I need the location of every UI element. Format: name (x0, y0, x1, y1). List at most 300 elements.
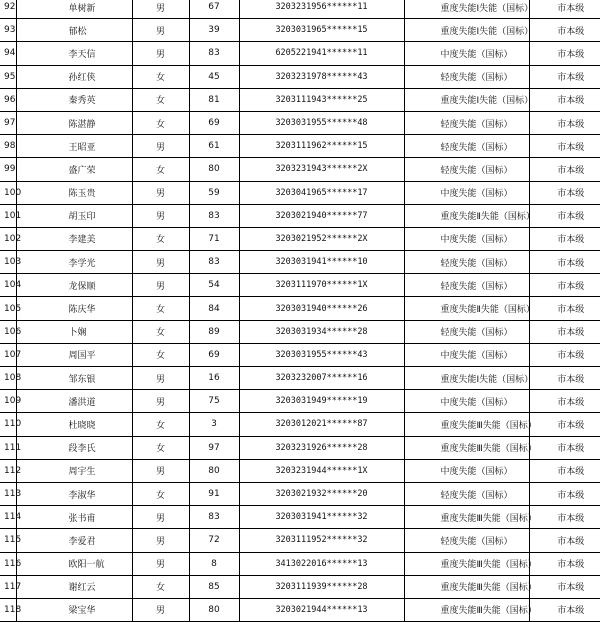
sex-cell (132, 529, 189, 552)
id-number: 3203031949******19 (275, 396, 368, 407)
disability-level-cell (404, 204, 535, 227)
sex-cell (132, 297, 189, 320)
sex-cell (132, 158, 189, 181)
id-number: 3203231944******1X (275, 465, 368, 476)
person-name: 王昭亚 (68, 142, 96, 153)
id-number-cell (239, 297, 404, 320)
person-name: 谢红云 (68, 583, 96, 594)
table-row (0, 0, 600, 19)
disability-level: 重度失能Ⅱ失能（国标） (440, 212, 535, 223)
table-row (0, 390, 600, 413)
table-row (0, 367, 600, 390)
id-number: 3203111939******28 (275, 581, 368, 592)
sex: 男 (155, 467, 165, 478)
person-name-cell (16, 65, 132, 88)
row-number-cell (0, 274, 22, 297)
jurisdiction: 市本级 (557, 142, 585, 153)
id-number-cell (239, 42, 404, 65)
age: 75 (208, 396, 220, 407)
jurisdiction-cell (529, 413, 600, 436)
row-number-cell (0, 506, 22, 529)
row-number: 111 (4, 442, 22, 453)
disability-level-cell (404, 436, 537, 459)
row-number-cell (0, 552, 22, 575)
person-name: 陈庆华 (68, 305, 96, 316)
id-number-cell (239, 413, 404, 436)
id-number: 3203021952******2X (275, 233, 368, 244)
age: 8 (211, 558, 217, 569)
row-number-cell (0, 181, 22, 204)
sex: 女 (155, 119, 165, 130)
sex: 女 (155, 73, 165, 84)
sex: 男 (155, 49, 165, 60)
disability-level: 重度失能Ⅲ失能（国标） (440, 420, 537, 431)
person-name: 单树新 (68, 3, 96, 14)
jurisdiction: 市本级 (557, 444, 585, 455)
sex-cell (132, 436, 189, 459)
id-number-cell (239, 436, 404, 459)
person-name-cell (16, 320, 132, 343)
row-number: 115 (4, 535, 22, 546)
sex: 女 (155, 490, 165, 501)
age: 45 (208, 71, 220, 82)
disability-level-cell (404, 320, 529, 343)
person-name: 盛广荣 (68, 165, 96, 176)
table-row (0, 158, 600, 181)
row-number: 113 (4, 489, 22, 500)
person-name: 李学光 (68, 258, 96, 269)
sex-cell (132, 204, 189, 227)
sex-cell (132, 0, 189, 19)
sex: 男 (155, 560, 165, 571)
person-name-cell (16, 42, 132, 65)
disability-level-cell (404, 111, 529, 134)
sex-cell (132, 367, 189, 390)
row-number-cell (0, 227, 22, 250)
jurisdiction: 市本级 (557, 235, 585, 246)
age-cell (189, 42, 239, 65)
row-number: 93 (4, 25, 16, 36)
table-row (0, 320, 600, 343)
person-name: 郁松 (68, 26, 87, 37)
row-number-cell (0, 0, 16, 19)
age-cell (189, 65, 239, 88)
jurisdiction: 市本级 (557, 49, 585, 60)
row-number: 94 (4, 48, 16, 59)
row-number-cell (0, 297, 22, 320)
id-number: 3203031965******15 (275, 25, 368, 36)
jurisdiction-cell (529, 251, 600, 274)
jurisdiction-cell (529, 552, 600, 575)
jurisdiction: 市本级 (557, 3, 585, 14)
person-name: 杜晓晓 (68, 420, 96, 431)
jurisdiction-cell (529, 436, 600, 459)
jurisdiction: 市本级 (557, 490, 585, 501)
age-cell (189, 274, 239, 297)
row-number-cell (0, 459, 22, 482)
row-number-cell (0, 65, 16, 88)
disability-level: 重度失能Ⅰ失能（国标） (440, 26, 534, 37)
person-name: 李建美 (68, 235, 96, 246)
id-number: 3203111970******1X (275, 280, 368, 291)
person-name-cell (16, 413, 132, 436)
id-number: 3203021932******20 (275, 489, 368, 500)
age: 16 (208, 373, 220, 384)
person-name: 梁宝华 (68, 606, 96, 617)
sex: 男 (155, 3, 165, 14)
disability-level-cell (404, 367, 534, 390)
person-name: 陈湛静 (68, 119, 96, 130)
age-cell (189, 482, 239, 505)
sex-cell (132, 598, 189, 621)
jurisdiction: 市本级 (557, 536, 585, 547)
person-name-cell (16, 506, 132, 529)
person-name-cell (16, 482, 132, 505)
sex: 男 (155, 258, 165, 269)
table-row (0, 413, 600, 436)
disability-level-cell (404, 343, 529, 366)
sex-cell (132, 552, 189, 575)
person-name-cell (16, 274, 132, 297)
id-number: 3203021940******77 (275, 210, 368, 221)
disability-level-cell (404, 506, 537, 529)
disability-level: 轻度失能（国标） (440, 119, 513, 130)
disability-level-cell (404, 482, 529, 505)
sex: 女 (155, 165, 165, 176)
table-row (0, 65, 600, 88)
jurisdiction-cell (529, 88, 600, 111)
jurisdiction: 市本级 (557, 96, 585, 107)
jurisdiction: 市本级 (557, 397, 585, 408)
id-number-cell (239, 19, 404, 42)
table-row (0, 135, 600, 158)
row-number: 105 (4, 303, 22, 314)
person-name-cell (16, 0, 132, 19)
jurisdiction-cell (529, 181, 600, 204)
disability-level: 重度失能Ⅲ失能（国标） (440, 583, 537, 594)
id-number-cell (239, 158, 404, 181)
age: 91 (208, 489, 220, 500)
age-cell (189, 413, 239, 436)
jurisdiction-cell (529, 135, 600, 158)
id-number-cell (239, 135, 404, 158)
person-name: 段李氏 (68, 444, 96, 455)
disability-level: 重度失能Ⅰ失能（国标） (440, 3, 534, 14)
age: 59 (208, 187, 220, 198)
row-number: 92 (4, 2, 16, 13)
id-number: 3203111962******15 (275, 141, 368, 152)
table-row (0, 19, 600, 42)
person-name-cell (16, 367, 132, 390)
sex: 男 (155, 513, 165, 524)
jurisdiction-cell (529, 390, 600, 413)
disability-level: 重度失能Ⅰ失能（国标） (440, 96, 534, 107)
id-number-cell (239, 459, 404, 482)
disability-level-cell (404, 65, 529, 88)
id-number-cell (239, 506, 404, 529)
row-number-cell (0, 111, 16, 134)
row-number: 104 (4, 280, 22, 291)
age: 61 (208, 141, 220, 152)
sex-cell (132, 42, 189, 65)
table-row (0, 529, 600, 552)
sex: 女 (155, 96, 165, 107)
age: 69 (208, 349, 220, 360)
disability-level-cell (404, 529, 529, 552)
row-number-cell (0, 204, 22, 227)
person-name-cell (16, 158, 132, 181)
person-name-cell (16, 459, 132, 482)
age-cell (189, 575, 239, 598)
id-number-cell (239, 111, 404, 134)
table-row (0, 436, 600, 459)
person-name: 胡玉印 (68, 212, 96, 223)
disability-level: 轻度失能（国标） (440, 165, 513, 176)
age-cell (189, 343, 239, 366)
id-number-cell (239, 88, 404, 111)
jurisdiction: 市本级 (557, 119, 585, 130)
sex-cell (132, 111, 189, 134)
disability-level: 轻度失能（国标） (440, 142, 513, 153)
person-name-cell (16, 552, 132, 575)
disability-level: 轻度失能（国标） (440, 73, 513, 84)
age-cell (189, 436, 239, 459)
person-name: 周国平 (68, 351, 96, 362)
sex: 男 (155, 397, 165, 408)
jurisdiction: 市本级 (557, 73, 585, 84)
person-name: 李淑华 (68, 490, 96, 501)
jurisdiction-cell (529, 19, 600, 42)
table-row (0, 181, 600, 204)
age-cell (189, 111, 239, 134)
jurisdiction: 市本级 (557, 189, 585, 200)
id-number-cell (239, 227, 404, 250)
row-number: 118 (4, 604, 22, 615)
jurisdiction-cell (529, 158, 600, 181)
person-name-cell (16, 181, 132, 204)
person-name-cell (16, 135, 132, 158)
person-name: 张书甫 (68, 513, 96, 524)
jurisdiction: 市本级 (557, 513, 585, 524)
id-number: 3413022016******13 (275, 558, 368, 569)
row-number-cell (0, 158, 16, 181)
jurisdiction: 市本级 (557, 351, 585, 362)
sex-cell (132, 181, 189, 204)
age-cell (189, 367, 239, 390)
id-number: 6205221941******11 (275, 48, 368, 59)
disability-level-cell (404, 552, 537, 575)
age: 39 (208, 25, 220, 36)
age: 81 (208, 94, 220, 105)
sex: 女 (155, 328, 165, 339)
table-row (0, 111, 600, 134)
jurisdiction: 市本级 (557, 374, 585, 385)
disability-level-cell (404, 227, 529, 250)
row-number: 103 (4, 257, 22, 268)
row-number-cell (0, 135, 16, 158)
person-name: 周宇生 (68, 467, 96, 478)
disability-level: 重度失能Ⅲ失能（国标） (440, 560, 537, 571)
age-cell (189, 181, 239, 204)
person-name-cell (16, 204, 132, 227)
person-name-cell (16, 390, 132, 413)
person-name: 欧阳一航 (68, 560, 105, 571)
age-cell (189, 459, 239, 482)
row-number-cell (0, 575, 22, 598)
age: 80 (208, 604, 220, 615)
id-number: 3203111943******25 (275, 94, 368, 105)
person-name-cell (16, 111, 132, 134)
age: 97 (208, 442, 220, 453)
table-row (0, 506, 600, 529)
id-number-cell (239, 575, 404, 598)
row-number-cell (0, 598, 22, 621)
jurisdiction-cell (529, 529, 600, 552)
row-number-cell (0, 436, 22, 459)
row-number-cell (0, 19, 16, 42)
table-row (0, 575, 600, 598)
sex: 男 (155, 374, 165, 385)
sex-cell (132, 506, 189, 529)
disability-level-cell (404, 575, 537, 598)
jurisdiction: 市本级 (557, 258, 585, 269)
age: 3 (211, 419, 217, 430)
age-cell (189, 251, 239, 274)
person-name: 龙保顺 (68, 281, 96, 292)
disability-level: 中度失能（国标） (440, 49, 513, 60)
disability-level: 重度失能Ⅱ失能（国标） (440, 305, 535, 316)
table-row (0, 459, 600, 482)
disability-level: 重度失能Ⅲ失能（国标） (440, 444, 537, 455)
age-cell (189, 390, 239, 413)
disability-level: 中度失能（国标） (440, 189, 513, 200)
id-number-cell (239, 274, 404, 297)
sex-cell (132, 482, 189, 505)
sex: 男 (155, 606, 165, 617)
age: 72 (208, 535, 220, 546)
id-number: 3203031955******43 (275, 349, 368, 360)
sex-cell (132, 320, 189, 343)
person-name-cell (16, 19, 132, 42)
jurisdiction-cell (529, 367, 600, 390)
id-number-cell (239, 552, 404, 575)
sex-cell (132, 575, 189, 598)
disability-level: 中度失能（国标） (440, 351, 513, 362)
row-number: 107 (4, 349, 22, 360)
row-number: 98 (4, 141, 16, 152)
age: 67 (208, 2, 220, 13)
row-number: 102 (4, 233, 22, 244)
person-name-cell (16, 575, 132, 598)
disability-level-cell (404, 459, 529, 482)
sex-cell (132, 251, 189, 274)
disability-level: 轻度失能（国标） (440, 536, 513, 547)
jurisdiction: 市本级 (557, 606, 585, 617)
jurisdiction: 市本级 (557, 305, 585, 316)
row-number: 112 (4, 465, 22, 476)
row-number-cell (0, 251, 22, 274)
row-number: 97 (4, 118, 16, 129)
sex-cell (132, 135, 189, 158)
disability-level-cell (404, 158, 529, 181)
jurisdiction-cell (529, 297, 600, 320)
person-name-cell (16, 343, 132, 366)
disability-level: 重度失能Ⅲ失能（国标） (440, 606, 537, 617)
person-name: 邹东银 (68, 374, 96, 385)
age-cell (189, 552, 239, 575)
age-cell (189, 135, 239, 158)
disability-level: 中度失能（国标） (440, 235, 513, 246)
age-cell (189, 204, 239, 227)
row-number-cell (0, 413, 22, 436)
row-number: 106 (4, 326, 22, 337)
row-number-cell (0, 529, 22, 552)
person-name: 李爱君 (68, 536, 96, 547)
person-name-cell (16, 227, 132, 250)
sex-cell (132, 19, 189, 42)
disability-level: 中度失能（国标） (440, 397, 513, 408)
sex-cell (132, 413, 189, 436)
jurisdiction: 市本级 (557, 467, 585, 478)
id-number-cell (239, 482, 404, 505)
person-name-cell (16, 297, 132, 320)
age: 83 (208, 257, 220, 268)
age-cell (189, 19, 239, 42)
row-number: 96 (4, 94, 16, 105)
person-name-cell (16, 88, 132, 111)
table-row (0, 88, 600, 111)
disability-level-cell (404, 598, 537, 621)
age-cell (189, 88, 239, 111)
sex: 男 (155, 281, 165, 292)
jurisdiction-cell (529, 598, 600, 621)
id-number-cell (239, 251, 404, 274)
sex-cell (132, 274, 189, 297)
id-number-cell (239, 598, 404, 621)
sex: 男 (155, 142, 165, 153)
row-number-cell (0, 88, 16, 111)
jurisdiction-cell (529, 459, 600, 482)
table-row (0, 297, 600, 320)
row-number: 110 (4, 419, 22, 430)
table-row (0, 598, 600, 621)
disability-level: 重度失能Ⅲ失能（国标） (440, 513, 537, 524)
row-number: 108 (4, 373, 22, 384)
jurisdiction-cell (529, 111, 600, 134)
table-row (0, 42, 600, 65)
id-number-cell (239, 343, 404, 366)
disability-level: 中度失能（国标） (440, 467, 513, 478)
id-number-cell (239, 390, 404, 413)
id-number: 3203031941******32 (275, 512, 368, 523)
table-row (0, 552, 600, 575)
table-row (0, 251, 600, 274)
disability-level-cell (404, 0, 534, 19)
id-number-cell (239, 320, 404, 343)
disability-level-cell (404, 181, 529, 204)
row-number: 100 (4, 187, 22, 198)
age: 83 (208, 48, 220, 59)
sex-cell (132, 459, 189, 482)
id-number: 3203231926******28 (275, 442, 368, 453)
row-number-cell (0, 367, 22, 390)
id-number-cell (239, 367, 404, 390)
sex: 男 (155, 189, 165, 200)
jurisdiction: 市本级 (557, 165, 585, 176)
sex: 女 (155, 583, 165, 594)
id-number: 3203111952******32 (275, 535, 368, 546)
table-row (0, 204, 600, 227)
